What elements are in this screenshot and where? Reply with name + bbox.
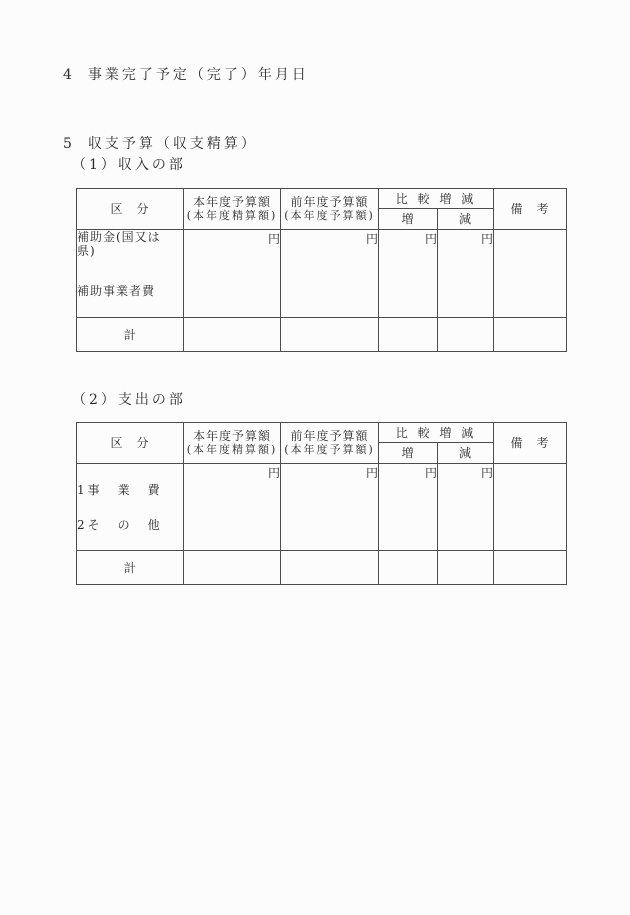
previous-year-budget-label: 前年度予算額 xyxy=(290,429,369,443)
expense-row2-label: 2そ の 他 xyxy=(77,518,163,532)
section-5-number: 5 xyxy=(63,136,75,152)
income-header-increase: 増 xyxy=(379,209,438,230)
yen-unit: 円 xyxy=(267,466,280,480)
expense-row-labels xyxy=(77,464,184,551)
previous-year-budget-sublabel: (本年度予算額) xyxy=(284,443,375,456)
expense-table xyxy=(76,422,567,585)
income-header-remarks: 備 考 xyxy=(494,189,567,230)
income-total-decrease-cell xyxy=(438,318,494,352)
yen-unit: 円 xyxy=(480,466,493,480)
income-row2-label: 補助事業者費 xyxy=(77,284,156,298)
expense-previous-year-amount-cell xyxy=(281,464,379,551)
income-total-increase-cell xyxy=(379,318,438,352)
income-total-current-year-cell xyxy=(184,318,281,352)
income-header-previous-year-budget xyxy=(281,189,379,230)
income-header-comparison: 比 較 増 減 xyxy=(379,189,494,209)
income-row-labels xyxy=(77,230,184,318)
previous-year-budget-label: 前年度予算額 xyxy=(290,195,369,209)
expense-total-remarks-cell xyxy=(494,551,567,585)
expense-total-decrease-cell xyxy=(438,551,494,585)
section-4-heading xyxy=(63,64,309,84)
expense-header-category: 区 分 xyxy=(77,423,184,464)
expense-header-current-year-budget xyxy=(184,423,281,464)
expense-increase-amount-cell xyxy=(379,464,438,551)
expense-total-increase-cell xyxy=(379,551,438,585)
yen-unit: 円 xyxy=(365,232,378,246)
expense-decrease-amount-cell xyxy=(438,464,494,551)
expense-header-decrease: 減 xyxy=(438,443,494,464)
current-year-budget-label: 本年度予算額 xyxy=(192,195,271,209)
expense-header-previous-year-budget xyxy=(281,423,379,464)
yen-unit: 円 xyxy=(365,466,378,480)
yen-unit: 円 xyxy=(424,466,437,480)
current-year-budget-label: 本年度予算額 xyxy=(192,429,271,443)
yen-unit: 円 xyxy=(480,232,493,246)
income-increase-amount-cell xyxy=(379,230,438,318)
income-total-label: 計 xyxy=(77,318,184,352)
income-header-category: 区 分 xyxy=(77,189,184,230)
expense-section-caption: （2）支出の部 xyxy=(72,392,186,408)
section-4-number: 4 xyxy=(63,67,75,83)
expense-total-previous-year-cell xyxy=(281,551,379,585)
current-year-budget-sublabel: (本年度精算額) xyxy=(186,443,278,456)
expense-header-increase: 増 xyxy=(379,443,438,464)
income-table xyxy=(76,188,567,352)
yen-unit: 円 xyxy=(267,232,280,246)
expense-header-comparison: 比 較 増 減 xyxy=(379,423,494,443)
expense-remarks-cell xyxy=(494,464,567,551)
expense-header-remarks: 備 考 xyxy=(494,423,567,464)
income-total-remarks-cell xyxy=(494,318,567,352)
expense-row1-label: 1事 業 費 xyxy=(77,483,163,497)
income-section-caption: （1）収入の部 xyxy=(72,157,186,173)
section-4-title: 事業完了予定（完了）年月日 xyxy=(87,67,309,83)
income-row1-line2: 県) xyxy=(77,244,96,258)
section-5-title: 収支予算（収支精算） xyxy=(87,136,258,152)
income-decrease-amount-cell xyxy=(438,230,494,318)
income-header-decrease: 減 xyxy=(438,209,494,230)
current-year-budget-sublabel: (本年度精算額) xyxy=(186,209,278,222)
income-remarks-cell xyxy=(494,230,567,318)
expense-total-current-year-cell xyxy=(184,551,281,585)
income-current-year-amount-cell xyxy=(184,230,281,318)
income-row1-line1: 補助金(国又は xyxy=(77,230,161,244)
income-total-previous-year-cell xyxy=(281,318,379,352)
expense-total-label: 計 xyxy=(77,551,184,585)
income-previous-year-amount-cell xyxy=(281,230,379,318)
section-5-heading xyxy=(63,133,258,153)
expense-current-year-amount-cell xyxy=(184,464,281,551)
yen-unit: 円 xyxy=(424,232,437,246)
income-header-current-year-budget xyxy=(184,189,281,230)
previous-year-budget-sublabel: (本年度予算額) xyxy=(284,209,375,222)
